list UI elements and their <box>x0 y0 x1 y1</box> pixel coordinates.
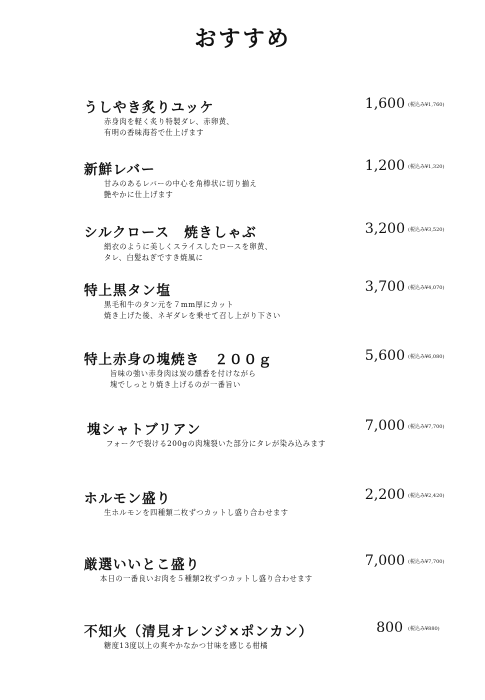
item-description <box>104 299 281 321</box>
item-price: 800 <box>376 620 403 636</box>
item-price: 7,000 <box>364 553 405 569</box>
item-tax-price: (税込み¥4,070) <box>408 285 445 291</box>
item-tax-price: (税込み¥1,760) <box>408 102 445 108</box>
menu-item <box>0 553 485 613</box>
page-title: おすすめ <box>194 26 291 52</box>
item-name: 特上黒タン塩 <box>84 283 171 299</box>
item-description <box>104 241 272 263</box>
item-description-line: 有明の香味海苔で仕上げます <box>104 128 204 137</box>
item-description <box>106 438 326 449</box>
menu-item <box>0 418 485 478</box>
item-price: 1,600 <box>364 96 405 112</box>
item-description-line: タレ、白髪ねぎですき焼風に <box>104 253 204 262</box>
item-name: 新鮮レバー <box>84 162 156 178</box>
item-price: 5,600 <box>364 348 405 364</box>
item-description-line: 艶やかに仕上げます <box>104 190 174 199</box>
menu-item <box>0 158 485 218</box>
item-description-line: 絹衣のように美しくスライスしたロースを卵黄、 <box>104 242 273 251</box>
item-name: 塊シャトブリアン <box>87 422 202 438</box>
item-tax-price: (税込み¥3,520) <box>408 227 445 233</box>
menu-item <box>0 279 485 339</box>
item-price: 2,200 <box>364 487 405 503</box>
item-description <box>100 573 313 584</box>
item-name: 厳選いいとこ盛り <box>84 557 200 573</box>
item-description-line: 本日の一番良いお肉を５種類2枚ずつカットし盛り合わせます <box>100 574 313 583</box>
item-tax-price: (税込み¥7,700) <box>408 559 445 565</box>
item-price: 1,200 <box>364 158 405 174</box>
item-description <box>104 178 257 200</box>
item-price: 3,200 <box>364 221 405 237</box>
item-description-line: 黒毛和牛のタン元を７mm厚にカット <box>104 300 234 309</box>
item-description-line: フォークで裂ける200gの肉塊裂いた部分にタレが染み込みます <box>106 439 326 448</box>
item-tax-price: (税込み¥2,420) <box>408 493 445 499</box>
item-description <box>104 640 268 651</box>
item-tax-price: (税込み¥6,080) <box>408 354 445 360</box>
item-price: 7,000 <box>364 418 405 434</box>
item-name: ホルモン盛り <box>84 491 171 507</box>
menu-item <box>0 221 485 281</box>
item-name: 特上赤身の塊焼き ２００ｇ <box>84 352 273 368</box>
menu-item <box>0 620 485 680</box>
item-tax-price: (税込み¥880) <box>408 626 440 632</box>
item-tax-price: (税込み¥1,320) <box>408 164 445 170</box>
item-price: 3,700 <box>364 279 405 295</box>
item-description <box>104 507 288 518</box>
menu-item <box>0 348 485 408</box>
item-description <box>104 116 234 138</box>
item-description-line: 赤身肉を軽く炙り特製ダレ、赤卵黄、 <box>104 117 235 126</box>
item-tax-price: (税込み¥7,700) <box>408 424 445 430</box>
item-description-line: 糖度13度以上の爽やかなかつ甘味を感じる柑橘 <box>104 641 268 650</box>
menu-item <box>0 96 485 156</box>
menu-item <box>0 487 485 547</box>
item-name: うしやき炙りユッケ <box>84 100 215 116</box>
item-description-line: 塊でしっとり焼き上げるのが一番旨い <box>110 380 241 389</box>
item-description-line: 旨味の強い赤身肉は炭の燻香を付けながら <box>110 369 257 378</box>
item-name: 不知火（清見オレンジ×ポンカン） <box>84 624 314 640</box>
item-description-line: 甘みのあるレバーの中心を角棒状に切り揃え <box>104 179 258 188</box>
item-description-line: 生ホルモンを四種類二枚ずつカットし盛り合わせます <box>104 508 289 517</box>
item-description <box>110 368 256 390</box>
item-name: シルクロース 焼きしゃぶ <box>84 225 257 241</box>
item-description-line: 焼き上げた後、ネギダレを乗せて召し上がり下さい <box>104 311 281 320</box>
